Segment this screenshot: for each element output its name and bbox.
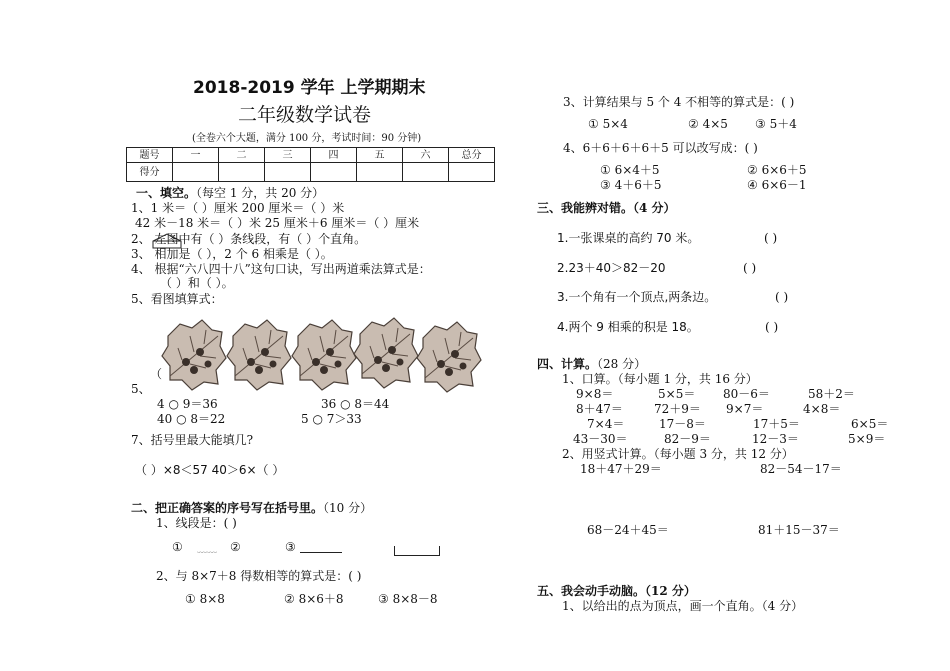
q2-text: 2、 左图中有（ ）条线段，有（ ）个直角。	[131, 232, 367, 246]
part2-heading	[131, 501, 372, 515]
part4-title: 四、计算。	[537, 357, 598, 371]
oral-item: 17－8＝	[659, 417, 706, 431]
p2-q3-text: 3、计算结果与 5 个 4 不相等的算式是：( )	[563, 95, 795, 109]
vertical-calc-item: 68－24＋45＝	[587, 523, 669, 537]
score-cell[interactable]	[173, 163, 219, 182]
p2-q2-option2: ② 8×6＋8	[284, 592, 344, 606]
q6-item-b: 36 ○ 8＝44	[321, 397, 390, 411]
leaf-with-ladybugs-icon	[225, 318, 295, 393]
part1-title: 一、填空。	[136, 186, 197, 200]
oral-item: 5×5＝	[658, 387, 696, 401]
score-table-header-cell: 总分	[449, 148, 495, 163]
q1-line1: 1、1 米＝（ ）厘米 200 厘米＝（ ）米	[131, 201, 345, 215]
p2-q4-text: 4、6＋6＋6＋6＋5 可以改写成：( )	[563, 141, 758, 155]
q7-text: 7、括号里最大能填几?	[131, 433, 254, 447]
part3-heading: 三、我能辨对错。（4 分）	[537, 201, 676, 215]
oral-item: 9×7＝	[726, 402, 764, 416]
score-cell[interactable]	[357, 163, 403, 182]
score-table-header-cell: 一	[173, 148, 219, 163]
p2-q3-option3: ③ 5＋4	[755, 117, 797, 131]
score-cell[interactable]	[449, 163, 495, 182]
score-table-header-cell: 题号	[127, 148, 173, 163]
p3-item-3: 3.一个角有一个顶点,两条边。	[557, 290, 717, 304]
p2-q2-option1: ① 8×8	[185, 592, 225, 606]
part2-title: 二、把正确答案的序号写在括号里。	[131, 501, 324, 515]
score-cell[interactable]	[265, 163, 311, 182]
leaf-with-ladybugs-icon	[160, 318, 230, 393]
score-table-row-label: 得分	[127, 163, 173, 182]
p2-q3-option1: ① 5×4	[588, 117, 628, 131]
q1-line2: 42 米－18 米＝（ ）米 25 厘米＋6 厘米＝（ ）厘米	[135, 216, 420, 230]
p2-q4-option1: ① 6×4＋5	[600, 163, 660, 177]
q4-text: 4、 根据“六八四十八”这句口诀，写出两道乘法算式是：	[131, 262, 431, 276]
p2-q4-option2: ② 6×6＋5	[747, 163, 807, 177]
p3-answer-paren[interactable]: ( )	[765, 320, 779, 334]
oral-item: 43－30＝	[573, 432, 628, 446]
p2-q3-option2: ② 4×5	[688, 117, 728, 131]
score-table-header-cell: 六	[403, 148, 449, 163]
p3-item-4: 4.两个 9 相乘的积是 18。	[557, 320, 699, 334]
score-table-header-cell: 三	[265, 148, 311, 163]
score-table-header-cell: 二	[219, 148, 265, 163]
p2-q2-text: 2、与 8×7＋8 得数相等的算式是：( )	[156, 569, 362, 583]
p2-q4-option4: ④ 6×6－1	[747, 178, 807, 192]
score-cell[interactable]	[219, 163, 265, 182]
oral-item: 17＋5＝	[753, 417, 800, 431]
part2-points: （10 分）	[323, 501, 373, 515]
q6-label: 5、	[131, 382, 151, 396]
leaf-with-ladybugs-icon	[415, 320, 485, 395]
part1-heading	[136, 186, 324, 200]
part4-points: （28 分）	[597, 357, 647, 371]
p2-q2-option3: ③ 8×8－8	[378, 592, 438, 606]
p3-item-1: 1.一张课桌的高约 70 米。	[557, 231, 700, 245]
q5-answer-paren: （	[150, 367, 163, 381]
p5-q1-text: 1、以给出的点为顶点，画一个直角。（4 分）	[562, 599, 804, 613]
oral-item: 82－9＝	[664, 432, 711, 446]
p2-q4-option3: ③ 4＋6＋5	[600, 178, 662, 192]
oral-item: 58＋2＝	[808, 387, 855, 401]
oral-item: 4×8＝	[803, 402, 841, 416]
exam-note: (全卷六个大题，满分 100 分，考试时间：90 分钟)	[192, 133, 422, 144]
score-cell[interactable]	[311, 163, 357, 182]
p2-q1-text: 1、线段是：( )	[156, 516, 237, 530]
exam-subject-title: 二年级数学试卷	[238, 104, 372, 126]
line-segment-figure	[300, 552, 342, 553]
oral-item: 12－3＝	[752, 432, 799, 446]
oral-item: 8＋47＝	[576, 402, 623, 416]
oral-item: 72＋9＝	[654, 402, 701, 416]
p2-q1-option3: ③	[285, 540, 296, 554]
vertical-calc-item: 18＋47＋29＝	[580, 462, 662, 476]
q6-item-c: 40 ○ 8＝22	[157, 412, 226, 426]
p2-q1-option1: ①	[172, 540, 183, 554]
q5-text: 5、看图填算式：	[131, 292, 223, 306]
p3-answer-paren[interactable]: ( )	[775, 290, 789, 304]
vertical-calc-item: 82－54－17＝	[760, 462, 842, 476]
vertical-calc-item: 81＋15－37＝	[758, 523, 840, 537]
p2-q1-option2: ②	[230, 540, 241, 554]
oral-item: 80－6＝	[723, 387, 770, 401]
p4-sub2: 2、用竖式计算。（每小题 3 分，共 12 分）	[562, 447, 794, 461]
oral-item: 5×9＝	[848, 432, 886, 446]
score-table-header-cell: 四	[311, 148, 357, 163]
wavy-line-mark: ﹏﹏	[197, 544, 217, 555]
oral-item: 9×8＝	[576, 387, 614, 401]
q3-text: 3、 相加是（ ），2 个 6 相乘是（ ）。	[131, 247, 333, 261]
q6-item-a: 4 ○ 9＝36	[157, 397, 218, 411]
score-cell[interactable]	[403, 163, 449, 182]
q6-item-d: 5 ○ 7＞33	[301, 412, 362, 426]
leaf-with-ladybugs-icon	[290, 318, 360, 393]
p3-answer-paren[interactable]: ( )	[764, 231, 778, 245]
p4-sub1: 1、口算。（每小题 1 分，共 16 分）	[562, 372, 758, 386]
p3-item-2: 2.23＋40＞82－20	[557, 261, 666, 275]
score-table	[126, 147, 495, 182]
bracket-figure	[394, 546, 440, 556]
exam-year-title: 2018-2019 学年 上学期期末	[193, 78, 426, 98]
part4-heading	[537, 357, 646, 371]
oral-item: 7×4＝	[587, 417, 625, 431]
q7-blanks: （ ）×8＜57 40＞6×（ ）	[135, 463, 285, 477]
part1-points: （每空 1 分，共 20 分）	[196, 186, 325, 200]
score-table-header-cell: 五	[357, 148, 403, 163]
oral-item: 6×5＝	[851, 417, 889, 431]
part5-heading: 五、我会动手动脑。（12 分）	[537, 584, 696, 598]
q4-blanks: （ ）和（ ）。	[160, 276, 234, 290]
p3-answer-paren[interactable]: ( )	[743, 261, 757, 275]
leaf-with-ladybugs-icon	[352, 316, 422, 391]
